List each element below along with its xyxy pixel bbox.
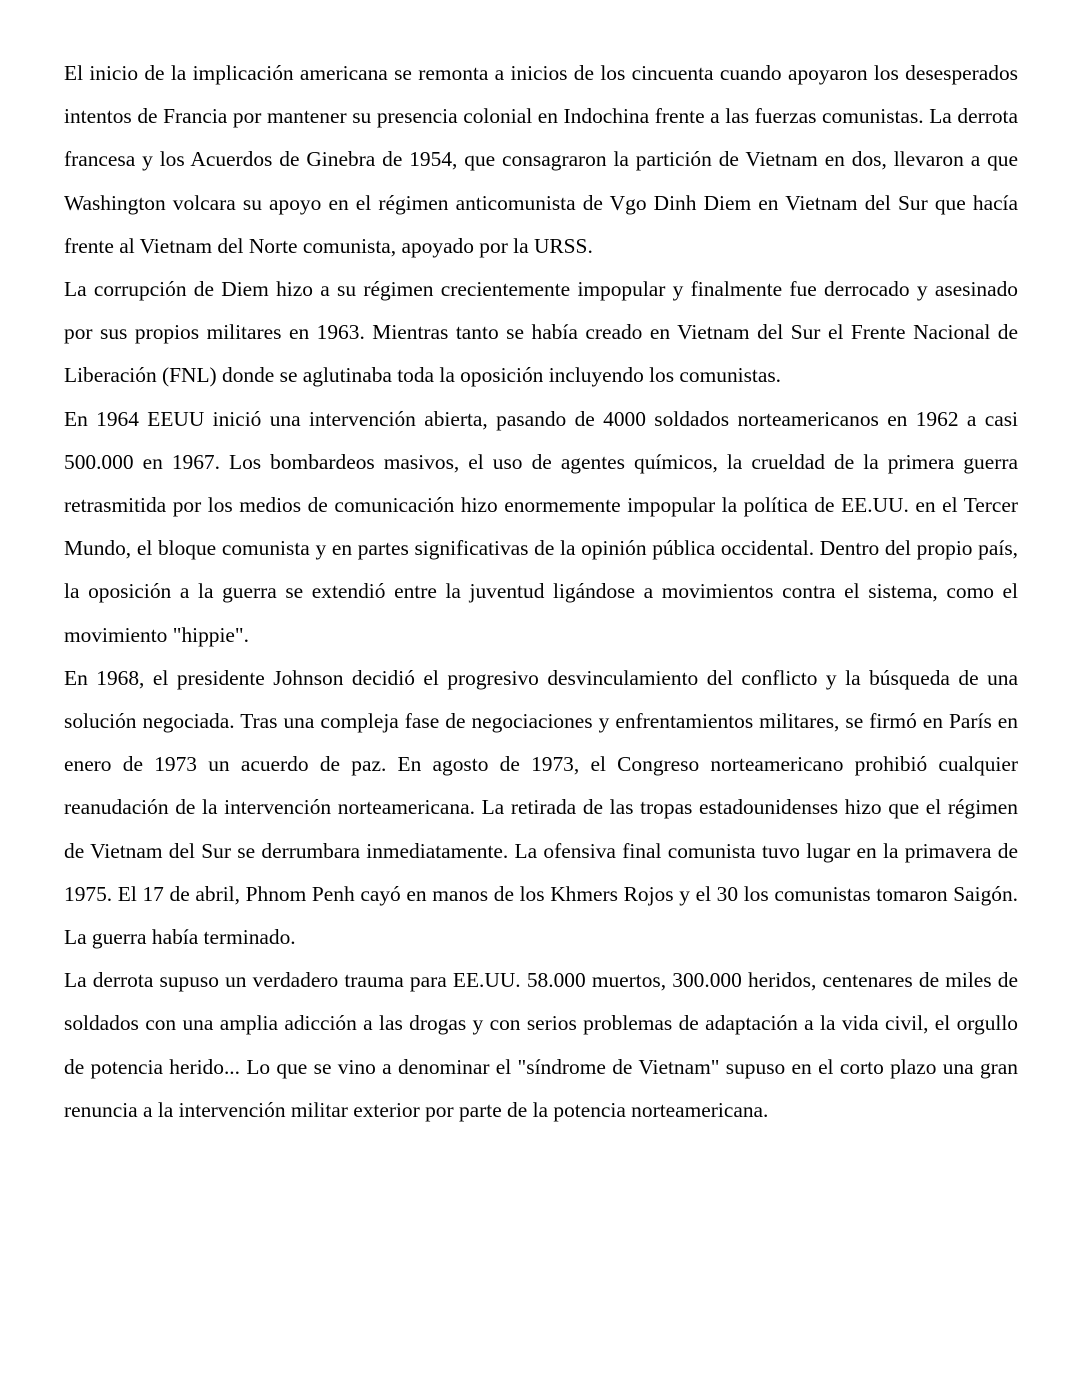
paragraph-2: La corrupción de Diem hizo a su régimen crecientemente impopular y finalmente fue derrocado y asesinado por sus propios militares en 1963. Mientras tanto se había creado en Vietnam del Sur el Frente Nacional de Liberación (FNL) donde se aglutinaba toda la oposición incluyendo los comunistas.: [64, 277, 1018, 388]
paragraph-5: La derrota supuso un verdadero trauma para EE.UU. 58.000 muertos, 300.000 heridos, centenares de miles de soldados con una amplia adicción a las drogas y con serios problemas de adaptación a la vida civil, el orgullo de potencia herido... Lo que se vino a denominar el "síndrome de Vietnam" supuso en el corto plazo una gran renuncia a la intervención militar exterior por parte de la potencia norteamericana.: [64, 968, 1018, 1122]
paragraph-1: El inicio de la implicación americana se remonta a inicios de los cincuenta cuando apoyaron los desesperados intentos de Francia por mantener su presencia colonial en Indochina frente a las fuerzas comunistas. La derrota francesa y los Acuerdos de Ginebra de 1954, que consagraron la partición de Vietnam en dos, llevaron a que Washington volcara su apoyo en el régimen anticomunista de Vgo Dinh Diem en Vietnam del Sur que hacía frente al Vietnam del Norte comunista, apoyado por la URSS.: [64, 61, 1018, 258]
paragraph-4: En 1968, el presidente Johnson decidió el progresivo desvinculamiento del conflicto y la búsqueda de una solución negociada. Tras una compleja fase de negociaciones y enfrentamientos militares, se firmó en París en enero de 1973 un acuerdo de paz. En agosto de 1973, el Congreso norteamericano prohibió cualquier reanudación de la intervención norteamericana. La retirada de las tropas estadounidenses hizo que el régimen de Vietnam del Sur se derrumbara inmediatamente. La ofensiva final comunista tuvo lugar en la primavera de 1975. El 17 de abril, Phnom Penh cayó en manos de los Khmers Rojos y el 30 los comunistas tomaron Saigón. La guerra había terminado.: [64, 665, 1018, 950]
document-body-text: [64, 52, 1018, 1132]
paragraph-3: En 1964 EEUU inició una intervención abierta, pasando de 4000 soldados norteamericanos en 1962 a casi 500.000 en 1967. Los bombardeos masivos, el uso de agentes químicos, la crueldad de la primera guerra retrasmitida por los medios de comunicación hizo enormemente impopular la política de EE.UU. en el Tercer Mundo, el bloque comunista y en partes significativas de la opinión pública occidental. Dentro del propio país, la oposición a la guerra se extendió entre la juventud ligándose a movimientos contra el sistema, como el movimiento "hippie".: [64, 406, 1018, 647]
